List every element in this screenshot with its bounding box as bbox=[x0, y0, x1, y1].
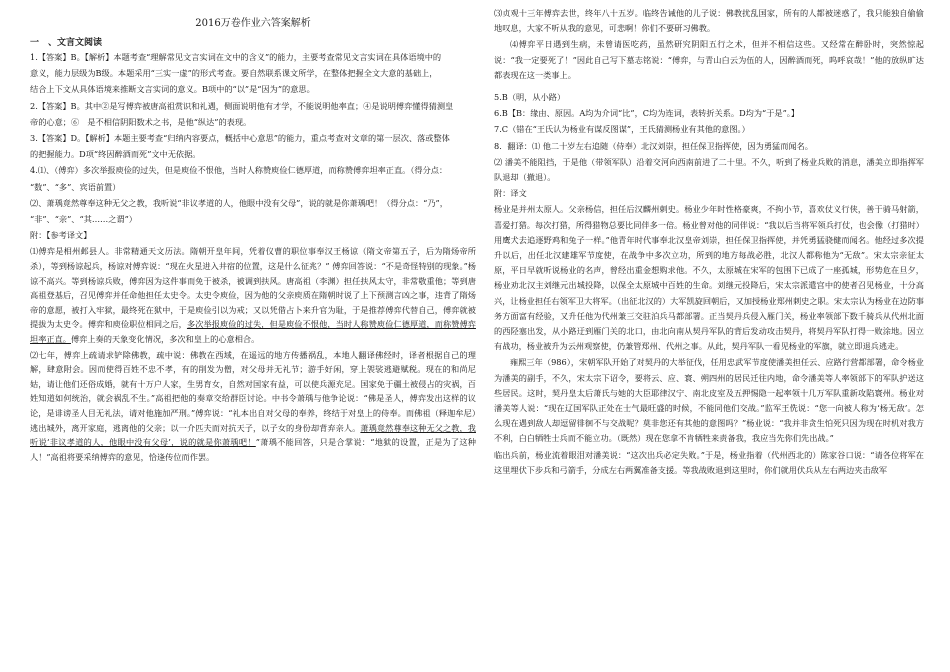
translation-block bbox=[30, 244, 476, 464]
question-5-answer: 5.B（明，从小路） bbox=[494, 92, 566, 103]
underlined-translation: 萧瑀竟然尊奉这种无父之教，我听说‘非议孝道的人，他眼中没有父母’，说的就是你萧瑀吧！ bbox=[30, 422, 476, 448]
question-8-answer: 8．翻译：⑴ 他二十岁左右追随（侍奉）北汉刘崇，担任保卫指挥使，因为勇猛而闻名。 bbox=[494, 140, 813, 151]
answer-line: ⑵、萧瑀竟然尊奉这种无父之教，我听说“非议孝道的人，他眼中没有父母”，说的就是你萧瑀吧！（得分点：“乃”， bbox=[30, 197, 448, 208]
page-title: 2016万卷作业六答案解析 bbox=[195, 18, 311, 29]
answer-line: 2.【答案】B。其中②是写傅弈被唐高祖赏识和礼遇，侧面说明他有才学，不能说明他率直；④是说明傅弈懂得猜测皇 bbox=[30, 100, 454, 111]
translation-text: ⑵七年，傅弈上疏请求铲除佛教，疏中说：佛教在西域，在遥远的地方传播祸乱，本地人翻译佛经时，译者根据自己的理解，肆意附会。因而使得百姓不忠不孝，有的削发为僧，对父母并无礼节；游手好闲，穿上袈裟逃避赋税。现在的和尚尼姑，请让他们还俗成婚，就有十万户人家，生男育女，自然对国家有益，可以使兵源充足。国家免于疆土被侵占的灾祸，百姓知道如何统治，就会祸乱不生。”高祖把他的奏章交给群臣讨论。中书令萧瑀与他争论说：“佛是圣人，傅弈发出这样的议论，是诽谤圣人目无礼法，请对他施加严刑。”傅弈说：“礼本出自对父母的奉养，终结于对皇上的侍奉。而佛祖（释迦牟尼）逃出城外，离开家庭，逃离他的父亲；以一介匹夫而对抗天子，以子女的身份却背弃亲人。 bbox=[30, 349, 476, 433]
yangye-translation-1: 杨业是并州太原人。父亲杨信，担任后汉麟州刺史。杨业少年时性格豪爽，不拘小节，喜欢仗义行侠，善于骑马射箭，喜爱打猎。每次打猎，所得猎物总要比同伴多一倍。杨业曾对他的同伴说：“我以后当将军领兵打仗，也会像（打猎时）用鹰犬去追逐野鸡和兔子一样。”他青年时代事奉北汉皇帝刘崇，担任保卫指挥使，并凭勇猛骁健而闻名。他经过多次提升以后，出任北汉建雄军节度使，在战争中多次立功，所到的地方每战必胜，北汉人都称他为“无敌”。宋太宗亲征太原，平日早就听说杨业的名声，曾经出重金想购求他。不久，太原城在宋军的包围下已成了一座孤城，形势危在旦夕，杨业劝北汉主刘继元出城投降，以保全太原城中百姓的生命。刘继元投降后，宋太宗派遣宫中的使者召见杨业，十分高兴，让杨业担任右领军卫大将军。（出征北汉的）大军凯旋回朝后，又加授杨业郑州刺史之职。宋太宗认为杨业在边防事务方面富有经验，又升任他为代州兼三交驻泊兵马都部署。正当契丹兵侵入雁门关，杨业率领部下数千骑兵从代州北面的西陉塞出发，从小路迂到雁门关的北口，由北向南从契丹军队的背后发动攻击契丹，将契丹军队打得一败涂地。因立有战功，杨业被升为云州观察使，仍兼管郑州、代州之事。从此，契丹军队一看见杨业的军旗，就立即退兵逃走。 bbox=[494, 204, 924, 352]
translation-paragraph-3: ⑶贞观十三年傅弈去世，终年八十五岁。临终告诫他的儿子说：佛教扰乱国家，所有的人都被迷惑了，我只能独自偷偷地叹息，大家不听从我的意见，可悲啊！你们不要研习佛教。 bbox=[494, 8, 924, 34]
translation-paragraph-2 bbox=[30, 348, 476, 465]
answer-line: 附：【参考译文】 bbox=[30, 230, 92, 241]
right-column bbox=[494, 6, 924, 479]
answer-list bbox=[30, 50, 476, 243]
question-8-answer-part-2: ⑵ 潘美不能阻挡，于是他（带领军队）沿着交河向西南前进了二十里。不久，听到了杨业兵败的消息，潘美立即指挥军队退却（撤退）。 bbox=[494, 156, 924, 183]
answer-line: 结合上下文从具体语境来推断文言实词的意义。B项中的“以”是“因为”的意思。 bbox=[30, 84, 315, 95]
yangye-translation-2: 雍熙三年（986），宋朝军队开始了对契丹的大举征伐，任用忠武军节度使潘美担任云、应路行营都部署，命令杨业为潘美的副手，不久，宋太宗下诏令，要将云、应、寰、朔四州的居民迁往内地，命令潘美等人率领部下的军队护送这些居民。这时，契丹皇太后萧氏与她的大臣耶律汉宁、南北皮室及五押惕隐一起率领十几万军队重新攻陷寰州。杨业对潘美等人说：“现在辽国军队正处在士气最旺盛的时候，不能同他们交战。”监军王侁说：“您一向被人称为‘杨无敌’。怎么现在遇到敌人却逗留徘徊不与交战呢？莫非您还有其他的意图吗？”杨业说：“我并非贪生怕死只因为现在时机对我方不利，白白牺牲士兵而不能立功。（既然）现在您拿不肯牺牲来责备我，我应当先你们先出战。” bbox=[494, 357, 924, 444]
left-column bbox=[30, 6, 476, 465]
translation-text: 傅弈上奏的天象变化情况，多次和皇上的心意相合。 bbox=[70, 334, 260, 344]
answer-line: 4.⑴、（傅弈）多次举报庾俭的过失，但是庾俭不恨他，当时人称赞庾俭仁德厚道，而称赞傅弈坦率正直。（得分点： bbox=[30, 165, 448, 176]
answer-line: 帝的心意；⑥ 是不相信阴阳数术之书，是他“纵达”的表现。 bbox=[30, 116, 252, 127]
underlined-translation: 多次举报庾俭的过失，但是庾俭不恨他，当时人称赞庾俭仁德厚道，而称赞傅弈坦率正直。 bbox=[30, 319, 476, 344]
appendix-heading: 附：译文 bbox=[494, 188, 527, 199]
translation-text: ”萧瑀不能回答，只是合掌说：“地狱的设置，正是为了这种人！”高祖将要采纳傅弈的意见，恰逢传位而作罢。 bbox=[30, 437, 476, 462]
answer-line: 意义，能力层级为B级。本题采用“三实一虚”的形式考查。要自然联系课文所学，在整体把握全文大意的基础上， bbox=[30, 68, 438, 79]
translation-paragraph-1 bbox=[30, 244, 476, 346]
answer-line: 的把握能力。D项“终因醉酒而死”文中无依据。 bbox=[30, 149, 201, 160]
question-7-answer: 7.C（错在“王氏认为杨业有谋反图谋”，王氏猜测杨业有其他的意图。） bbox=[494, 124, 750, 135]
section-heading: 一 、文言文阅读 bbox=[30, 38, 103, 48]
answer-line: “非”、“亲”、“其……之谓”） bbox=[30, 214, 137, 225]
translation-text: ⑴傅弈是相州邺县人。非常精通天文历法。隋朝开皇年间，凭着仪曹的职位事奉汉王杨谅（隋文帝第五子，后为隋炀帝所杀），等到杨谅起兵，杨谅对傅弈说：“现在火星进入井宿的位置，这是什么征兆？” 傅弈回答说：“不是奇怪特别的现象。”杨谅不高兴。等到杨谅兵败，傅弈因为这件事而免于被杀，被调到扶风。唐高祖（李渊）担任扶风太守，非常敬重他；等到唐高祖登基后，召见傅弈并任命他担任太史令。太史令庾俭，因为他的父亲庾质在隋朝时说了上下预测言凶之事，违背了隋炀帝的意愿，被打入牢狱，最终死在狱中，于是庾俭引以为戒；又以凭借占卜来升官为耻，于是推荐傅弈代替自己，傅弈就被提拔为太史令。傅弈和庾俭职位相同之后， bbox=[30, 246, 476, 330]
translation-paragraph-4: ⑷傅弈平日遇到生病，未曾请医吃药，虽然研究阴阳五行之术，但并不相信这些。又经常在醉卧时，突然惊起说：“我一定要死了！”因此自己写下墓志铭说：“傅弈，与青山白云为伍的人，因醉酒而死，呜呼哀哉！”他的放纵旷达都表现在这一类事上。 bbox=[494, 39, 924, 80]
yangye-translation-3: 临出兵前，杨业流着眼泪对潘美说：“这次出兵必定失败。”于是，杨业指着（代州西北的）陈家谷口说：“请各位将军在这里埋伏下步兵和弓箭手，分成左右两翼准备支援。等我战败退到这里时，你们就用伏兵从左右两边夹击敌军 bbox=[494, 449, 924, 475]
answer-line: 1.【答案】B。【解析】本题考查“理解常见文言实词在文中的含义”的能力，主要考查常见文言实词在具体语境中的 bbox=[30, 52, 442, 62]
answer-line: 3.【答案】D。【解析】本题主要考查“归纳内容要点，概括中心意思”的能力，重点考查对文章的第一层次、落或整体 bbox=[30, 133, 450, 144]
answer-line: “数”、“多”、宾语前置） bbox=[30, 181, 121, 192]
question-6-answer: 6.B【B：缘由、原因。A均为介词“比”，C均为连词，表转折关系。D均为“于是”。】 bbox=[494, 108, 800, 119]
